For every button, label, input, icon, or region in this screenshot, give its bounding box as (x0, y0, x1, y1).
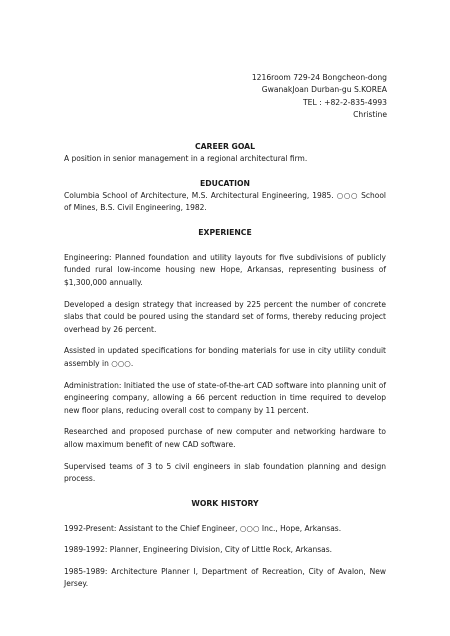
address-line-phone: TEL : +82-2-835-4993 (303, 97, 387, 107)
work-history-item-little-rock: 1989-1992: Planner, Engineering Division, City of Little Rock, Arkansas. (64, 545, 333, 555)
address-line-city: GwanakJoan Durban-gu S.KOREA (261, 85, 387, 95)
contact-address-block (252, 72, 387, 122)
applicant-name: Christine (353, 110, 387, 120)
career-goal-text: A position in senior management in a regional architectural firm. (64, 154, 308, 163)
resume-body (64, 141, 386, 591)
address-line-street: 1216room 729-24 Bongcheon-dong (251, 73, 387, 82)
experience-item-specifications: Assisted in updated specifications for bonding materials for use in city utility conduit assembly in ○○○. (64, 346, 386, 368)
work-history-item-avalon: 1985-1989: Architecture Planner I, Department of Recreation, City of Avalon, New Jersey. (64, 566, 386, 589)
education-heading: EDUCATION (200, 178, 250, 188)
work-history-heading: WORK HISTORY (191, 498, 259, 508)
work-history-item-current: 1992-Present: Assistant to the Chief Engineer, ○○○ Inc., Hope, Arkansas. (64, 523, 342, 533)
education-text: Columbia School of Architecture, M.S. Architectural Engineering, 1985. ○○○ School of Mines, B.S. Civil Engineering, 1982. (64, 190, 386, 213)
experience-heading: EXPERIENCE (198, 227, 252, 237)
experience-item-administration: Administration: Initiated the use of state-of-the-art CAD software into planning unit of engineering company, allowing a 66 percent reduction in time required to develop new floor plans, reducing overall cost to company by 11 percent. (64, 380, 386, 415)
career-goal-heading: CAREER GOAL (194, 142, 256, 151)
experience-item-engineering: Engineering: Planned foundation and utility layouts for five subdivisions of publicly funded rural low-income housing new Hope, Arkansas, representing business of $1,300,000 annually. (64, 252, 386, 287)
experience-item-hardware: Researched and proposed purchase of new computer and networking hardware to allow maximum benefit of new CAD software. (64, 427, 386, 449)
experience-item-supervision: Supervised teams of 3 to 5 civil engineers in slab foundation planning and design process. (64, 461, 386, 484)
experience-item-design-strategy: Developed a design strategy that increased by 225 percent the number of concrete slabs that could be poured using the standard set of forms, thereby reducing project overhead by 26 percent. (64, 299, 386, 334)
